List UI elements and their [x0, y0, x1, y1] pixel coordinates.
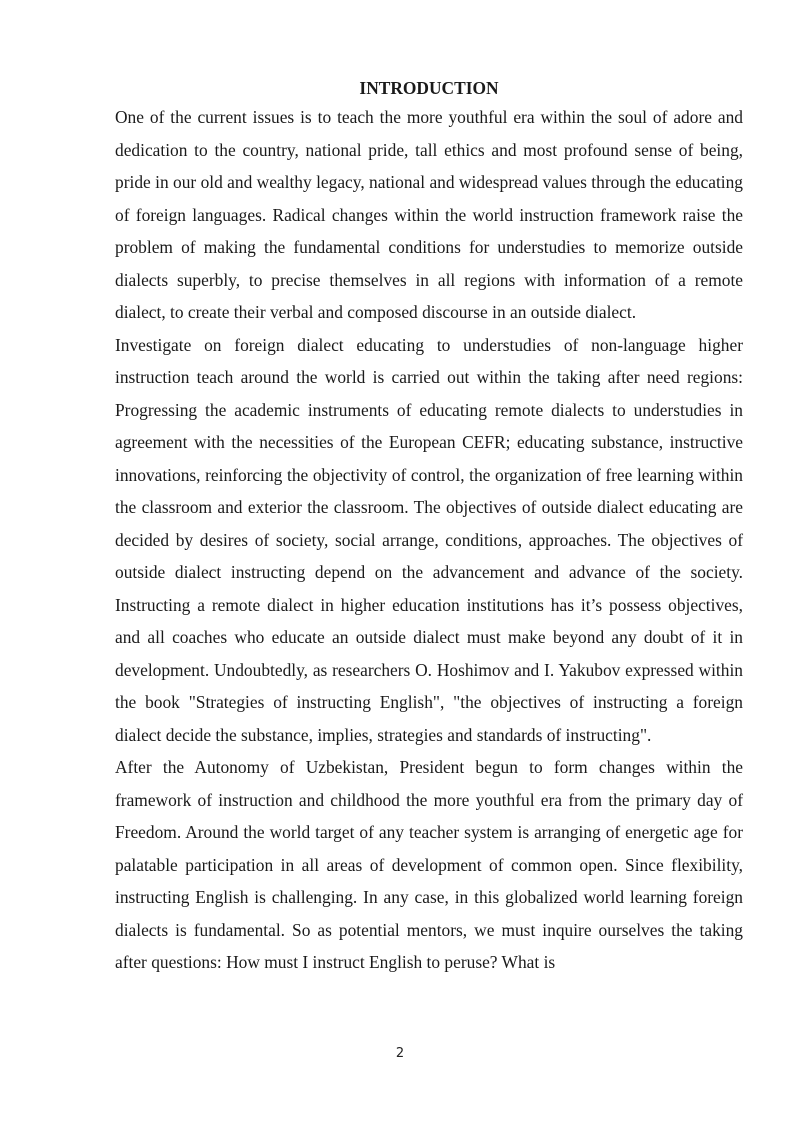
paragraph-3: After the Autonomy of Uzbekistan, President begun to form changes within the framework of instruction and childhood the more youthful era from the primary day of Freedom. Around the world target of any teacher system is arranging of energetic age for palatable participation in all areas of development of common open. Since flexibility, instructing English is challenging. In any case, in this globalized world learning foreign dialects is fundamental. So as potential mentors, we must inquire ourselves the taking after questions: How must I instruct English to peruse? What is: [115, 757, 743, 972]
paragraph-2: Investigate on foreign dialect educating to understudies of non-language higher instruction teach around the world is carried out within the taking after need regions: Progressing the academic instruments of educating remote dialects to understudies in agreement with the necessities of the European CEFR; educating substance, instructive innovations, reinforcing the objectivity of control, the organization of free learning within the classroom and exterior the classroom. The objectives of outside dialect educating are decided by desires of society, social arrange, conditions, approaches. The objectives of outside dialect instructing depend on the advancement and advance of the society. Instructing a remote dialect in higher education institutions has it’s possess objectives, and all coaches who educate an outside dialect must make beyond any doubt of it in development. Undoubtedly, as researchers O. Hoshimov and I. Yakubov expressed within the book "Strategies of instructing English", "the objectives of instructing a foreign dialect decide the substance, implies, strategies and standards of instructing".: [115, 334, 743, 745]
section-heading: INTRODUCTION: [359, 78, 499, 98]
document-body: [115, 75, 743, 979]
page-number: 2: [395, 1046, 405, 1061]
paragraph-1: One of the current issues is to teach the more youthful era within the soul of adore and dedication to the country, national pride, tall ethics and most profound sense of being, pride in our old and wealthy legacy, national and widespread values through the educating of foreign languages. Radical changes within the world instruction framework raise the problem of making the fundamental conditions for understudies to memorize outside dialects superbly, to precise themselves in all regions with information of a remote dialect, to create their verbal and composed discourse in an outside dialect.: [115, 107, 743, 322]
